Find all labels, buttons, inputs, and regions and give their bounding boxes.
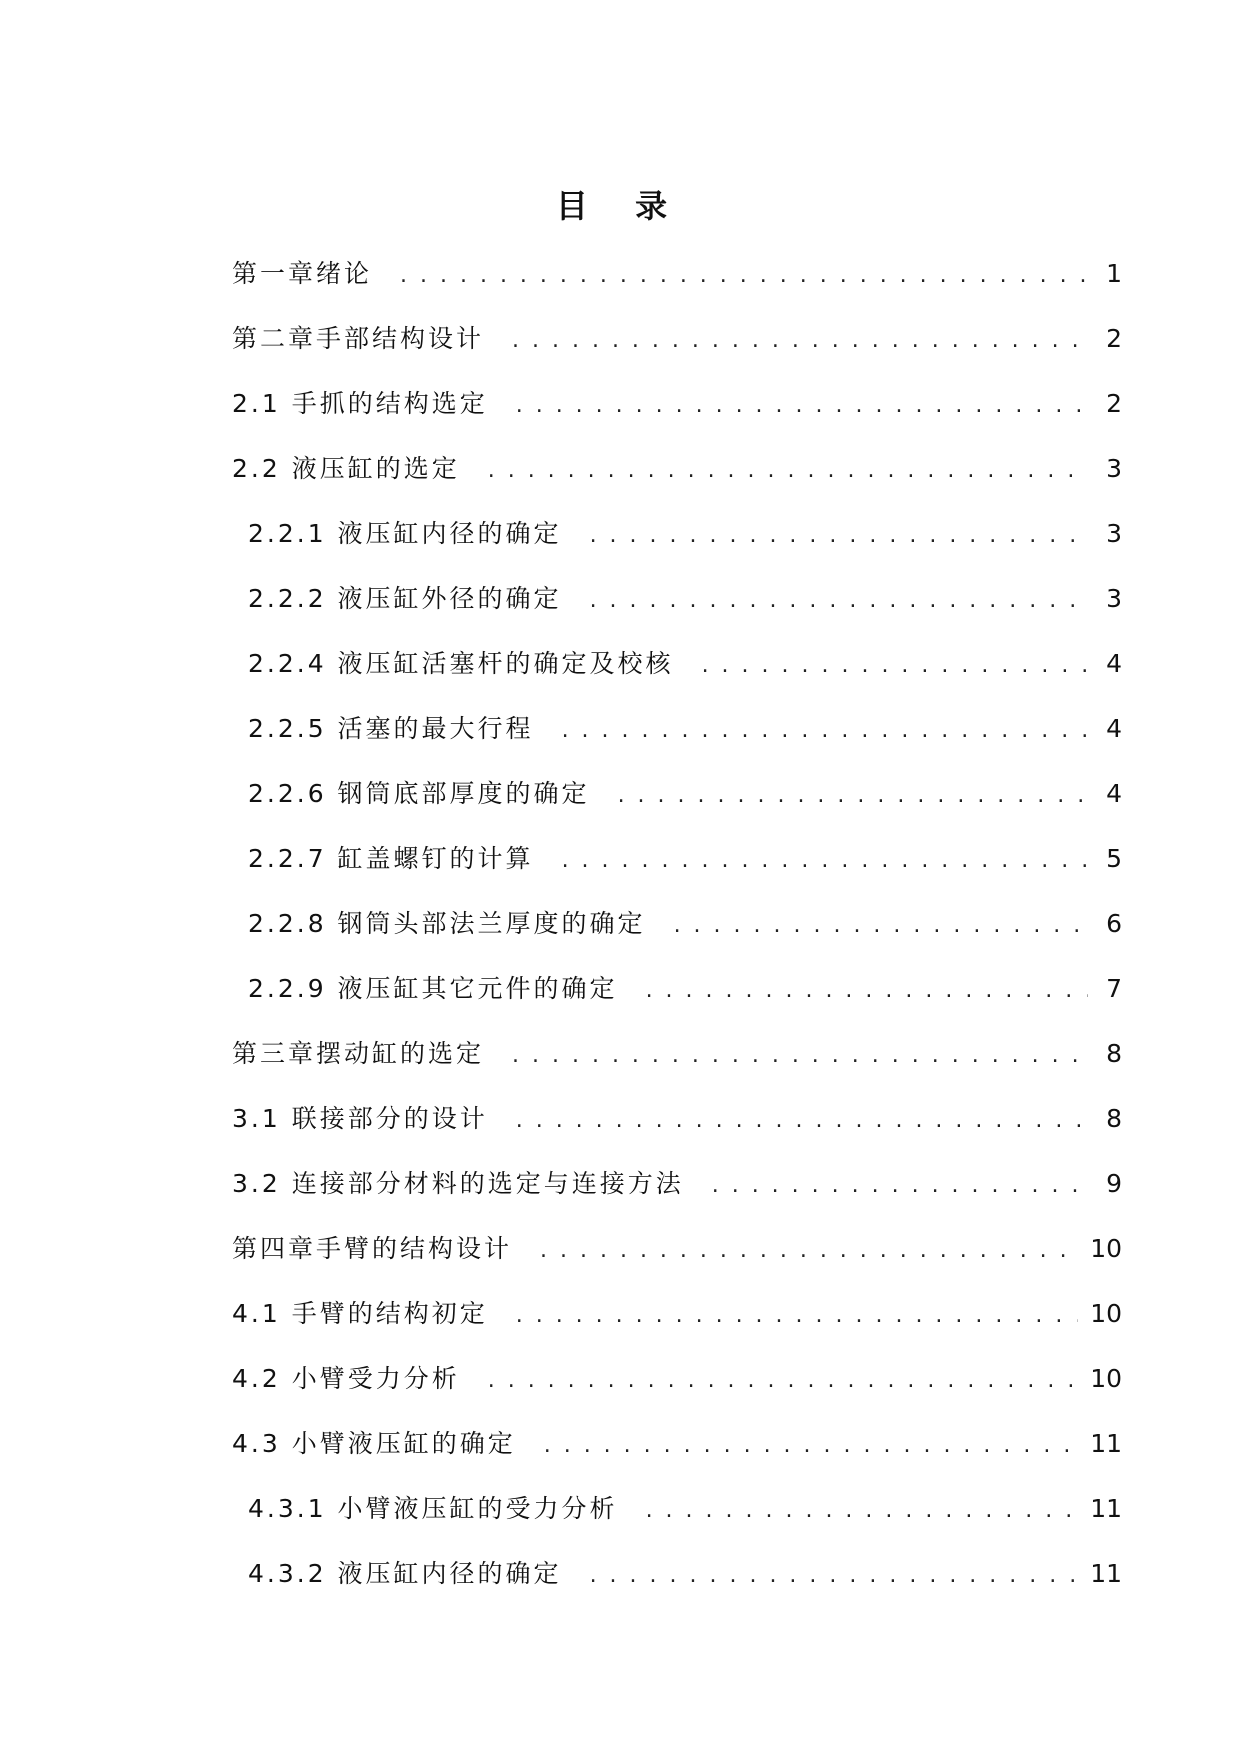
toc-dot-leader bbox=[400, 250, 1088, 302]
toc-entry[interactable] bbox=[232, 1093, 1122, 1158]
toc-dot-leader bbox=[712, 1160, 1088, 1212]
toc-title: 目 录 bbox=[555, 187, 686, 225]
toc-dot-leader bbox=[618, 770, 1088, 822]
toc-entry-label: 2.2.1 液压缸内径的确定 bbox=[248, 519, 562, 548]
toc-entry[interactable] bbox=[232, 963, 1122, 1028]
toc-entry-label: 3.2 连接部分材料的选定与连接方法 bbox=[232, 1169, 684, 1198]
toc-entry-page-number: 2 bbox=[1106, 324, 1122, 353]
toc-entry-label: 2.2.4 液压缸活塞杆的确定及校核 bbox=[248, 649, 674, 678]
toc-entry[interactable] bbox=[232, 1288, 1122, 1353]
toc-entry-label: 2.2.7 缸盖螺钉的计算 bbox=[248, 844, 534, 873]
toc-entry[interactable] bbox=[232, 1418, 1122, 1483]
toc-entry[interactable] bbox=[232, 703, 1122, 768]
toc-dot-leader bbox=[516, 380, 1088, 432]
toc-dot-leader bbox=[488, 445, 1088, 497]
toc-dot-leader bbox=[488, 1355, 1078, 1407]
toc-dot-leader bbox=[562, 705, 1088, 757]
toc-entry-label: 3.1 联接部分的设计 bbox=[232, 1104, 488, 1133]
toc-entry-label: 第三章摆动缸的选定 bbox=[232, 1039, 485, 1068]
toc-dot-leader bbox=[562, 835, 1088, 887]
toc-entry[interactable] bbox=[232, 248, 1122, 313]
toc-entry-label: 4.2 小臂受力分析 bbox=[232, 1364, 460, 1393]
toc-entry-page-number: 8 bbox=[1106, 1104, 1122, 1133]
toc-dot-leader bbox=[674, 900, 1088, 952]
toc-dot-leader bbox=[590, 1550, 1079, 1602]
toc-dot-leader bbox=[702, 640, 1088, 692]
toc-entry-label: 2.2.8 钢筒头部法兰厚度的确定 bbox=[248, 909, 646, 938]
toc-entry-page-number: 10 bbox=[1090, 1234, 1122, 1263]
toc-entry-label: 第四章手臂的结构设计 bbox=[232, 1234, 513, 1263]
toc-dot-leader bbox=[516, 1095, 1088, 1147]
toc-entry-label: 4.3 小臂液压缸的确定 bbox=[232, 1429, 516, 1458]
toc-list bbox=[232, 248, 1122, 1613]
toc-entry-page-number: 7 bbox=[1106, 974, 1122, 1003]
toc-entry-label: 4.3.2 液压缸内径的确定 bbox=[248, 1559, 562, 1588]
toc-entry[interactable] bbox=[232, 313, 1122, 378]
toc-entry-page-number: 2 bbox=[1106, 389, 1122, 418]
toc-entry-label: 2.2 液压缸的选定 bbox=[232, 454, 460, 483]
toc-dot-leader bbox=[544, 1420, 1078, 1472]
toc-entry[interactable] bbox=[232, 443, 1122, 508]
toc-entry[interactable] bbox=[232, 1353, 1122, 1418]
toc-entry-page-number: 4 bbox=[1106, 779, 1122, 808]
toc-entry-label: 第二章手部结构设计 bbox=[232, 324, 485, 353]
toc-dot-leader bbox=[646, 1485, 1079, 1537]
toc-entry-page-number: 6 bbox=[1106, 909, 1122, 938]
toc-dot-leader bbox=[512, 1030, 1088, 1082]
toc-entry-page-number: 3 bbox=[1106, 454, 1122, 483]
toc-entry[interactable] bbox=[232, 833, 1122, 898]
toc-entry-page-number: 1 bbox=[1106, 259, 1122, 288]
toc-entry[interactable] bbox=[232, 573, 1122, 638]
toc-entry-label: 2.1 手抓的结构选定 bbox=[232, 389, 488, 418]
toc-entry[interactable] bbox=[232, 898, 1122, 963]
toc-entry[interactable] bbox=[232, 1483, 1122, 1548]
toc-entry-page-number: 5 bbox=[1106, 844, 1122, 873]
toc-dot-leader bbox=[590, 510, 1088, 562]
toc-entry-page-number: 3 bbox=[1106, 584, 1122, 613]
toc-entry-page-number: 11 bbox=[1090, 1494, 1122, 1523]
toc-entry[interactable] bbox=[232, 638, 1122, 703]
toc-entry[interactable] bbox=[232, 1548, 1122, 1613]
toc-dot-leader bbox=[540, 1225, 1078, 1277]
toc-entry-label: 4.3.1 小臂液压缸的受力分析 bbox=[248, 1494, 618, 1523]
toc-entry-page-number: 9 bbox=[1106, 1169, 1122, 1198]
toc-entry-label: 2.2.2 液压缸外径的确定 bbox=[248, 584, 562, 613]
toc-entry-label: 4.1 手臂的结构初定 bbox=[232, 1299, 488, 1328]
toc-entry-page-number: 11 bbox=[1090, 1429, 1122, 1458]
toc-dot-leader bbox=[646, 965, 1088, 1017]
toc-entry[interactable] bbox=[232, 1028, 1122, 1093]
toc-entry-page-number: 10 bbox=[1090, 1364, 1122, 1393]
toc-entry-page-number: 3 bbox=[1106, 519, 1122, 548]
toc-dot-leader bbox=[590, 575, 1088, 627]
toc-entry-label: 第一章绪论 bbox=[232, 259, 373, 288]
toc-entry-page-number: 4 bbox=[1106, 649, 1122, 678]
toc-entry-page-number: 8 bbox=[1106, 1039, 1122, 1068]
toc-entry[interactable] bbox=[232, 1223, 1122, 1288]
toc-dot-leader bbox=[512, 315, 1088, 367]
toc-entry[interactable] bbox=[232, 1158, 1122, 1223]
toc-entry-page-number: 4 bbox=[1106, 714, 1122, 743]
toc-entry-page-number: 11 bbox=[1090, 1559, 1122, 1588]
toc-dot-leader bbox=[516, 1290, 1078, 1342]
toc-entry-label: 2.2.6 钢筒底部厚度的确定 bbox=[248, 779, 590, 808]
toc-entry[interactable] bbox=[232, 768, 1122, 833]
toc-entry[interactable] bbox=[232, 378, 1122, 443]
toc-entry-label: 2.2.9 液压缸其它元件的确定 bbox=[248, 974, 618, 1003]
toc-entry[interactable] bbox=[232, 508, 1122, 573]
toc-entry-label: 2.2.5 活塞的最大行程 bbox=[248, 714, 534, 743]
toc-entry-page-number: 10 bbox=[1090, 1299, 1122, 1328]
